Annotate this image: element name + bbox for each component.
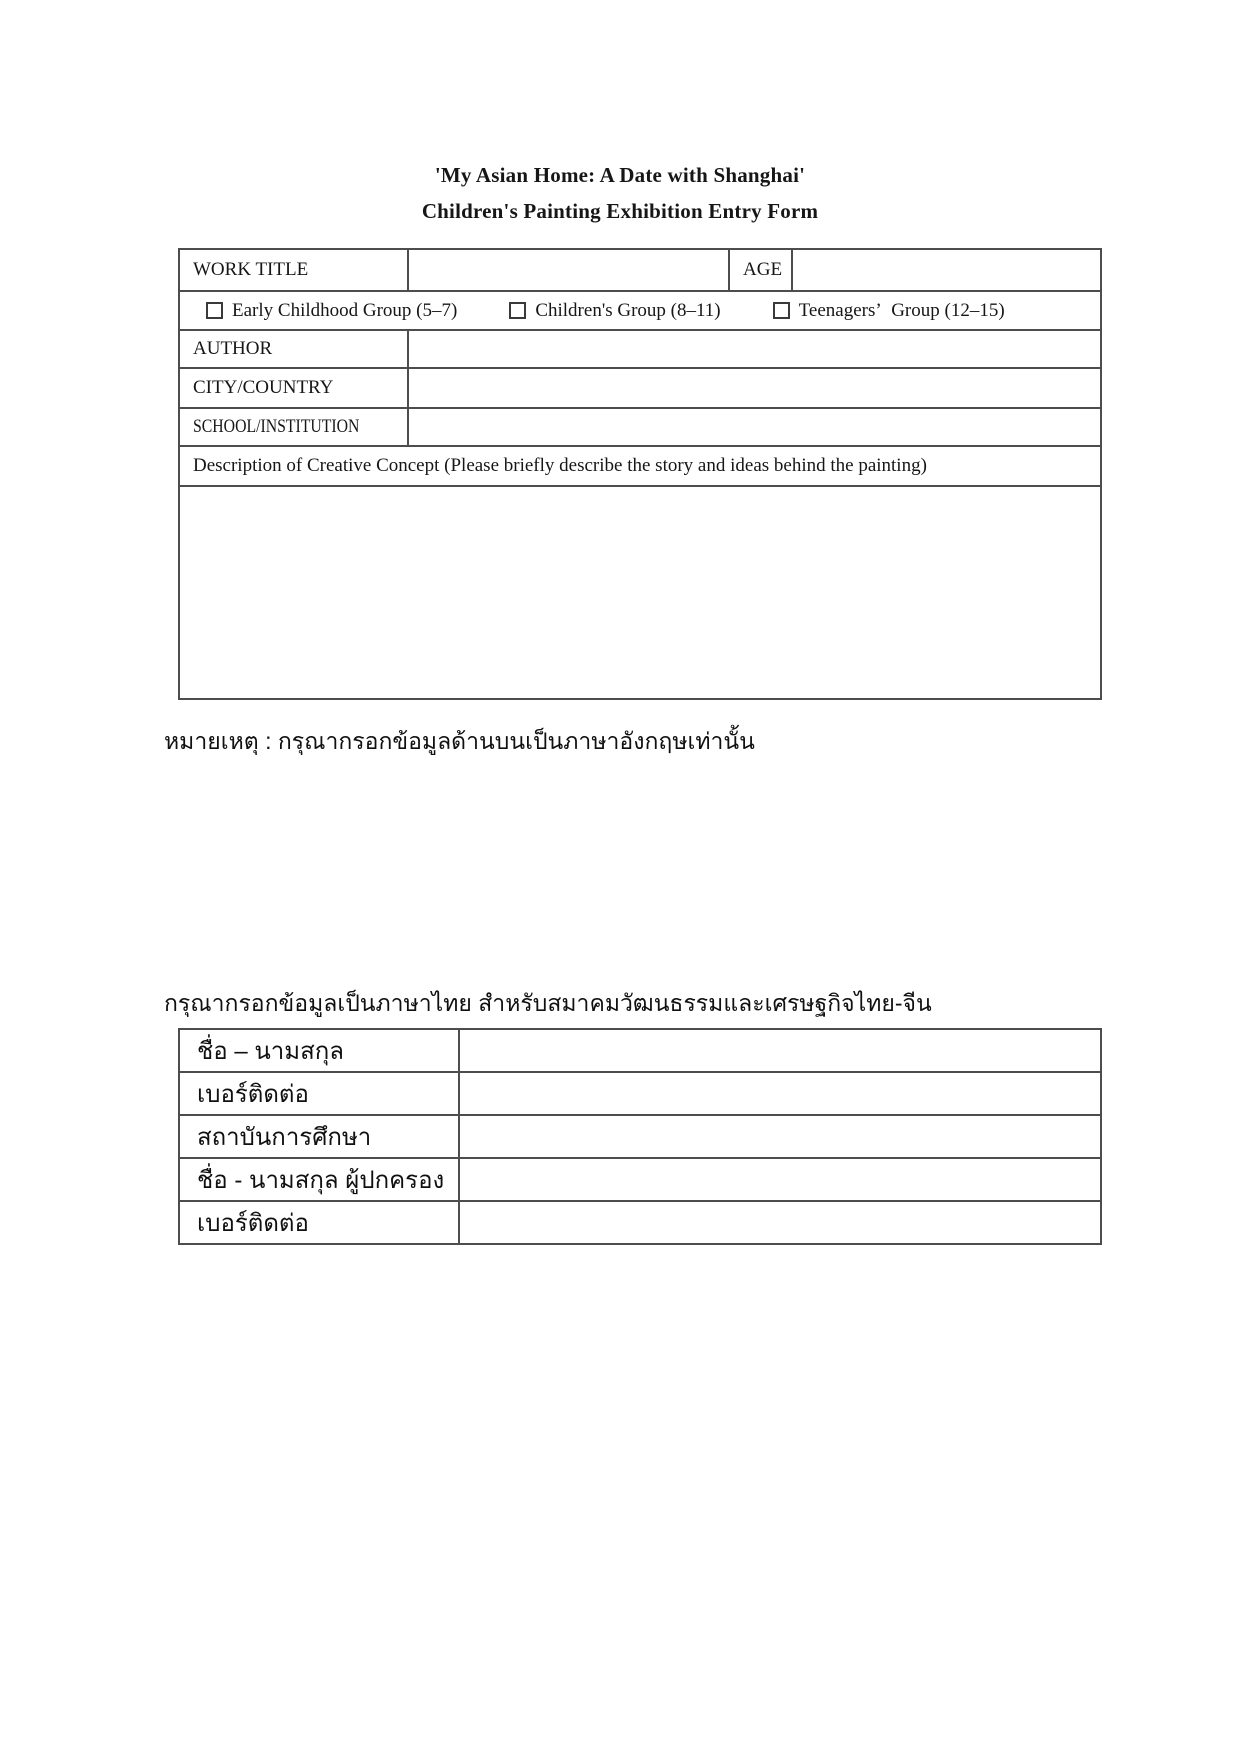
thai-contact-input[interactable] [459,1072,1101,1115]
description-input[interactable] [179,486,1101,699]
checkbox-label: Early Childhood Group (5–7) [232,299,458,321]
english-entry-table [178,248,1102,700]
form-title: 'My Asian Home: A Date with Shanghai' [434,163,806,187]
thai-name-label: ชื่อ – นามสกุล [179,1029,459,1072]
description-header: Description of Creative Concept (Please briefly describe the story and ideas behind the painting) [179,446,1101,486]
age-group-row [179,291,1101,330]
age-input[interactable] [792,249,1101,291]
author-input[interactable] [408,330,1101,368]
work-title-label: WORK TITLE [179,249,408,291]
thai-name-input[interactable] [459,1029,1101,1072]
checkbox-teenagers-group[interactable] [773,300,1005,322]
checkbox-icon[interactable] [509,302,526,319]
thai-contact-label: เบอร์ติดต่อ [179,1072,459,1115]
thai-english-only-note: หมายเหตุ : กรุณากรอกข้อมูลด้านบนเป็นภาษาอังกฤษเท่านั้น [164,728,755,754]
thai-guardian-contact-input[interactable] [459,1201,1101,1244]
form-subtitle: Children's Painting Exhibition Entry Form [421,199,819,223]
checkbox-icon[interactable] [773,302,790,319]
thai-guardian-name-input[interactable] [459,1158,1101,1201]
author-label: AUTHOR [179,330,408,368]
checkbox-childrens-group[interactable] [509,300,720,322]
work-title-input[interactable] [408,249,729,291]
city-country-label: CITY/COUNTRY [179,368,408,408]
age-group-options [206,300,1100,322]
age-label: AGE [729,249,792,291]
school-institution-input[interactable] [408,408,1101,446]
thai-guardian-name-label: ชื่อ - นามสกุล ผู้ปกครอง [179,1158,459,1201]
thai-institution-label: สถาบันการศึกษา [179,1115,459,1158]
checkbox-label: Children's Group (8–11) [535,299,721,321]
school-institution-label: SCHOOL/INSTITUTION [179,408,408,446]
thai-institution-input[interactable] [459,1115,1101,1158]
checkbox-label: Teenagers’ Group (12–15) [798,299,1005,321]
thai-info-table [178,1028,1102,1245]
thai-guardian-contact-label: เบอร์ติดต่อ [179,1201,459,1244]
city-country-input[interactable] [408,368,1101,408]
checkbox-early-childhood-group[interactable] [206,300,457,322]
checkbox-icon[interactable] [206,302,223,319]
thai-section-heading: กรุณากรอกข้อมูลเป็นภาษาไทย สำหรับสมาคมวัฒนธรรมและเศรษฐกิจไทย-จีน [164,990,932,1016]
